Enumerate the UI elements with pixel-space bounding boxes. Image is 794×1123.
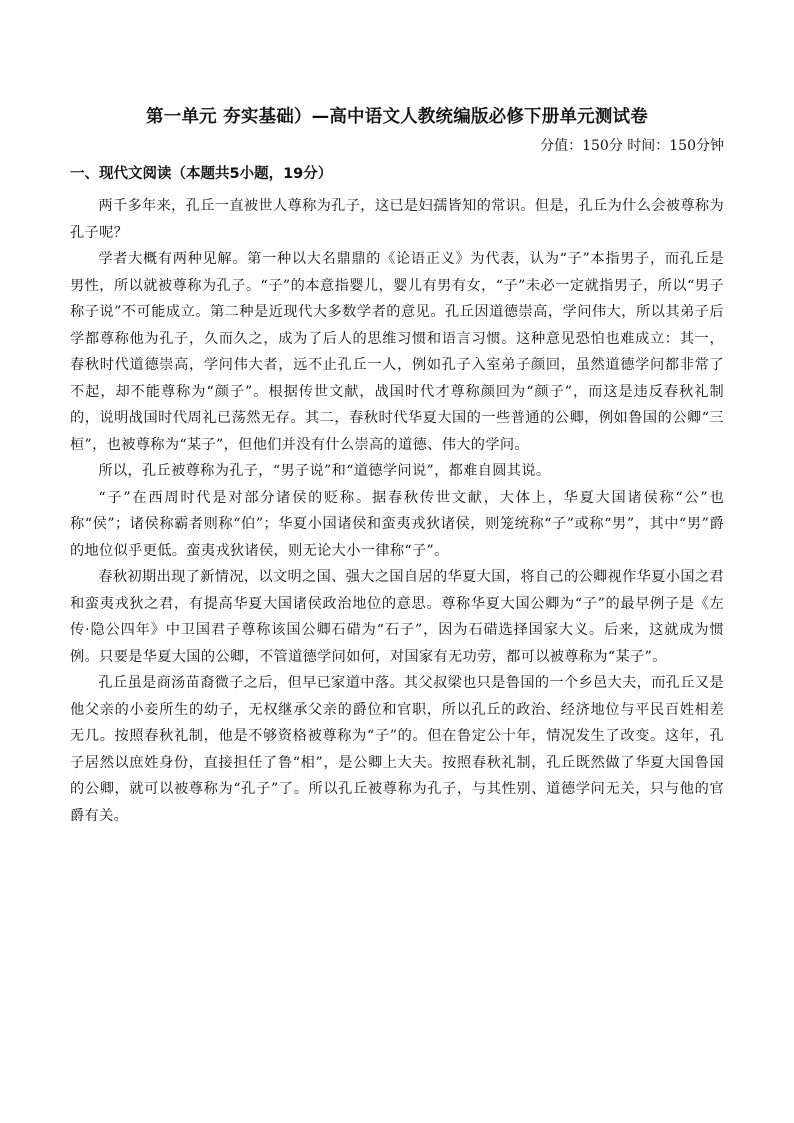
section-heading: 一、现代文阅读（本题共5小题，19分） xyxy=(70,166,333,182)
score-time-info: 分值：150分 时间：150分钟 xyxy=(540,138,724,154)
passage-paragraph: “子”在西周时代是对部分诸侯的贬称。据春秋传世文献，大体上，华夏大国诸侯称“公”也称“侯”；诸侯称霸者则称“伯”；华夏小国诸侯和蛮夷戎狄诸侯，则笼统称“子”或称“男”，其中“男”爵的地位似乎更低。蛮夷戎狄诸侯，则无论大小一律称“子”。 xyxy=(70,489,724,559)
passage-paragraph: 所以，孔丘被尊称为孔子，“男子说”和“道德学问说”，都难自圆其说。 xyxy=(98,463,551,479)
passage-paragraph: 孔丘虽是商汤苗裔微子之后，但早已家道中落。其父叔梁也只是鲁国的一个乡邑大夫，而孔丘又是他父亲的小妾所生的幼子，无权继承父亲的爵位和官职，所以孔丘的政治、经济地位与平民百姓相差无几。按照春秋礼制，他是不够资格被尊称为“子”的。但在鲁定公十年，情况发生了改变。这年，孔子居然以庶姓身份，直接担任了鲁“相”，是公卿上大夫。按照春秋礼制，孔丘既然做了华夏大国鲁国的公卿，就可以被尊称为“孔子”了。所以孔丘被尊称为孔子，与其性别、道德学问无关，只与他的官爵有关。 xyxy=(70,675,724,824)
passage-paragraph: 两千多年来，孔丘一直被世人尊称为孔子，这已是妇孺皆知的常识。但是，孔丘为什么会被尊称为孔子呢？ xyxy=(70,198,724,241)
passage-paragraph: 春秋初期出现了新情况，以文明之国、强大之国自居的华夏大国，将自己的公卿视作华夏小国之君和蛮夷戎狄之君，有提高华夏大国诸侯政治地位的意思。尊称华夏大国公卿为“子”的最早例子是《左传·隐公四年》中卫国君子尊称该国公卿石碏为“石子”，因为石碏选择国家大义。后来，这就成为惯例。只要是华夏大国的公卿，不管道德学问如何，对国家有无功劳，都可以被尊称为“某子”。 xyxy=(70,569,724,665)
reading-passage xyxy=(70,193,724,829)
document-title: 第一单元 夯实基础）—高中语文人教统编版必修下册单元测试卷 xyxy=(146,107,648,127)
passage-paragraph: 学者大概有两种见解。第一种以大名鼎鼎的《论语正义》为代表，认为“子”本指男子，而孔丘是男性，所以就被尊称为孔子。“子”的本意指婴儿，婴儿有男有女，“子”未必一定就指男子，所以“男子称子说”不可能成立。第二种是近现代大多数学者的意见。孔丘因道德崇高，学问伟大，所以其弟子后学都尊称他为孔子，久而久之，成为了后人的思维习惯和语言习惯。这种意见恐怕也难成立：其一，春秋时代道德崇高，学问伟大者，远不止孔丘一人，例如孔子入室弟子颜回，虽然道德学问都非常了不起，却不能尊称为“颜子”。根据传世文献，战国时代才尊称颜回为“颜子”，而这是违反春秋礼制的，说明战国时代周礼已荡然无存。其二，春秋时代华夏大国的一些普通的公卿，例如鲁国的公卿“三桓”，也被尊称为“某子”，但他们并没有什么崇高的道德、伟大的学问。 xyxy=(70,251,724,453)
